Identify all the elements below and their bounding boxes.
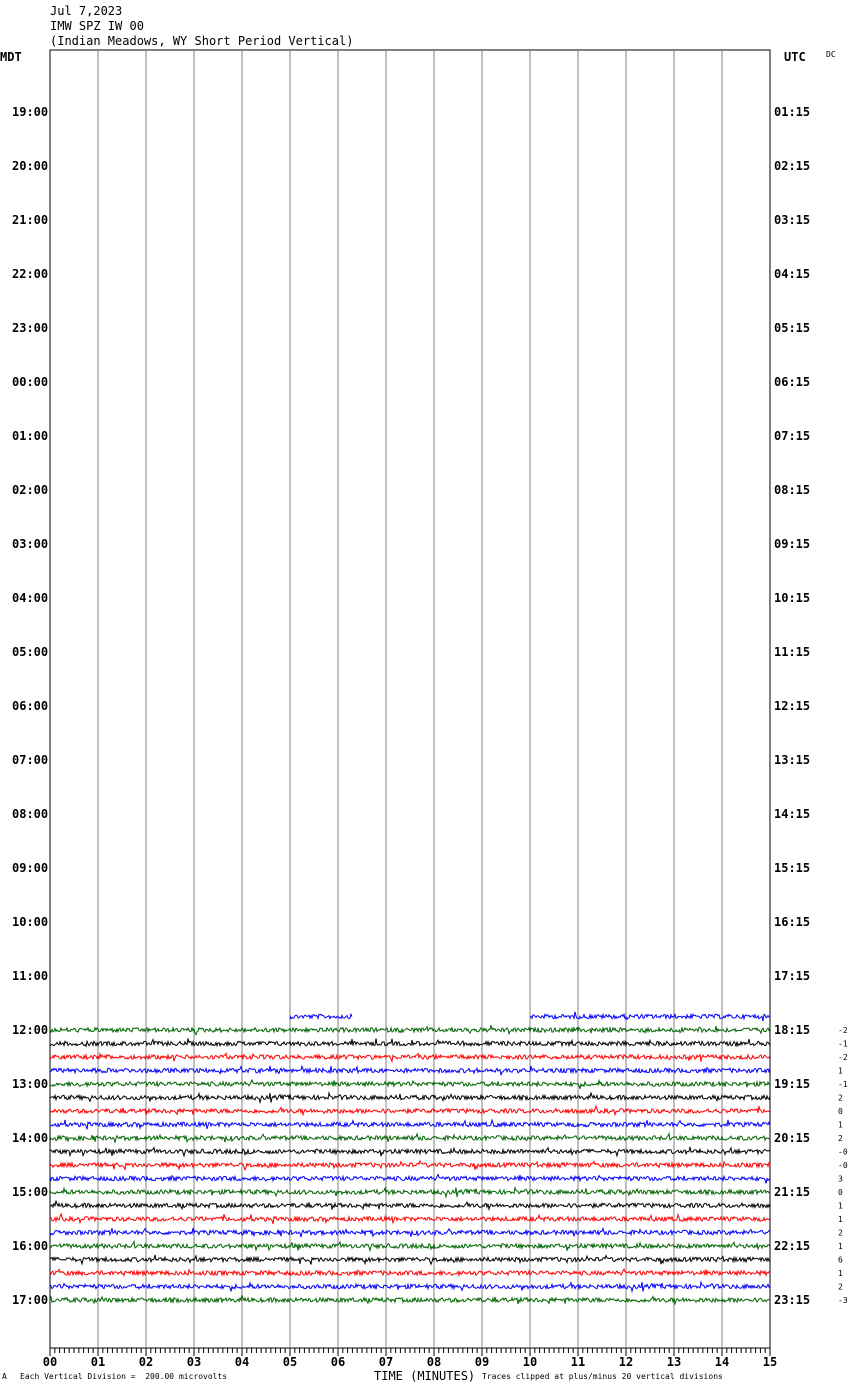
seismic-trace <box>50 1093 770 1103</box>
x-tick-label: 12 <box>618 1355 634 1369</box>
x-tick-label: 02 <box>138 1355 154 1369</box>
right-hour-label: 08:15 <box>774 483 811 497</box>
x-tick-label: 05 <box>282 1355 298 1369</box>
clip-note: Traces clipped at plus/minus 20 vertical divisions <box>482 1372 723 1381</box>
seismic-trace <box>50 1053 770 1061</box>
dc-offset-value: -3 <box>838 1296 848 1305</box>
seismic-trace <box>290 1014 352 1018</box>
left-hour-label: 16:00 <box>12 1239 49 1253</box>
seismic-trace <box>50 1025 770 1035</box>
dc-offset-value: 0 <box>838 1188 843 1197</box>
x-tick-label: 09 <box>474 1355 490 1369</box>
left-hour-label: 08:00 <box>12 807 49 821</box>
right-hour-label: 09:15 <box>774 537 811 551</box>
left-hour-label: 22:00 <box>12 267 49 281</box>
right-hour-label: 02:15 <box>774 159 811 173</box>
seismic-trace <box>50 1295 770 1304</box>
right-timezone-label: UTC <box>784 50 806 64</box>
location-label: (Indian Meadows, WY Short Period Vertical) <box>50 34 354 48</box>
right-hour-label: 21:15 <box>774 1185 811 1199</box>
footer-mark: A <box>2 1372 7 1381</box>
right-hour-label: 12:15 <box>774 699 811 713</box>
x-tick-label: 00 <box>42 1355 58 1369</box>
seismic-trace <box>50 1039 770 1047</box>
seismic-trace <box>50 1188 770 1197</box>
seismic-trace <box>50 1120 770 1130</box>
dc-offset-value: 3 <box>838 1174 843 1184</box>
right-hour-label: 18:15 <box>774 1023 811 1037</box>
left-hour-label: 06:00 <box>12 699 49 713</box>
right-hour-label: 20:15 <box>774 1131 811 1145</box>
left-hour-label: 17:00 <box>12 1293 49 1307</box>
division-note: Each Vertical Division = 200.00 microvolts <box>20 1372 228 1381</box>
left-hour-label: 03:00 <box>12 537 49 551</box>
dc-offset-header: DC <box>826 50 836 59</box>
left-timezone-label: MDT <box>0 50 22 64</box>
x-tick-label: 14 <box>714 1355 730 1369</box>
seismic-trace <box>50 1228 770 1237</box>
x-tick-label: 13 <box>666 1355 682 1369</box>
date-label: Jul 7,2023 <box>50 4 123 18</box>
dc-offset-value: 1 <box>838 1269 843 1278</box>
dc-offset-value: 2 <box>838 1093 843 1103</box>
dc-offset-value: -2 <box>838 1026 848 1035</box>
seismic-trace <box>50 1147 770 1156</box>
dc-offset-value: 1 <box>838 1120 843 1130</box>
right-hour-label: 17:15 <box>774 969 811 983</box>
x-tick-label: 04 <box>234 1355 250 1369</box>
x-tick-label: 03 <box>186 1355 202 1369</box>
left-hour-label: 05:00 <box>12 645 49 659</box>
seismic-trace <box>50 1106 770 1115</box>
x-tick-label: 06 <box>330 1355 346 1369</box>
dc-offset-value: -1 <box>838 1080 848 1089</box>
right-hour-label: 19:15 <box>774 1077 811 1091</box>
right-hour-label: 04:15 <box>774 267 811 281</box>
dc-offset-value: -0 <box>838 1161 848 1170</box>
dc-offset-value: 1 <box>838 1201 843 1211</box>
dc-offset-value: 2 <box>838 1228 843 1238</box>
right-hour-label: 03:15 <box>774 213 811 227</box>
left-hour-label: 15:00 <box>12 1185 49 1199</box>
left-hour-label: 09:00 <box>12 861 49 875</box>
right-hour-label: 14:15 <box>774 807 811 821</box>
seismic-trace <box>50 1269 770 1276</box>
seismic-trace <box>50 1201 770 1210</box>
right-hour-label: 11:15 <box>774 645 811 659</box>
dc-offset-value: -2 <box>838 1053 848 1062</box>
right-hour-label: 01:15 <box>774 105 811 119</box>
seismic-trace <box>50 1255 770 1265</box>
left-hour-label: 19:00 <box>12 105 49 119</box>
x-tick-label: 10 <box>522 1355 538 1369</box>
dc-offset-value: 6 <box>838 1255 843 1265</box>
right-hour-label: 16:15 <box>774 915 811 929</box>
left-hour-label: 13:00 <box>12 1077 49 1091</box>
seismic-trace <box>50 1080 770 1089</box>
left-hour-label: 23:00 <box>12 321 49 335</box>
left-hour-label: 00:00 <box>12 375 49 389</box>
left-hour-label: 04:00 <box>12 591 49 605</box>
right-hour-label: 23:15 <box>774 1293 811 1307</box>
left-hour-label: 21:00 <box>12 213 49 227</box>
dc-offset-value: 1 <box>838 1215 843 1224</box>
seismic-trace <box>50 1282 770 1291</box>
dc-offset-value: -0 <box>838 1147 848 1157</box>
right-hour-label: 15:15 <box>774 861 811 875</box>
seismic-trace <box>530 1012 770 1021</box>
dc-offset-value: 2 <box>838 1134 843 1143</box>
dc-offset-value: -1 <box>838 1039 848 1049</box>
x-axis-title: TIME (MINUTES) <box>374 1369 476 1383</box>
left-hour-label: 14:00 <box>12 1131 49 1145</box>
right-hour-label: 05:15 <box>774 321 811 335</box>
right-hour-label: 13:15 <box>774 753 811 767</box>
right-hour-label: 10:15 <box>774 591 811 605</box>
left-hour-label: 20:00 <box>12 159 49 173</box>
x-tick-label: 08 <box>426 1355 442 1369</box>
right-hour-label: 07:15 <box>774 429 811 443</box>
x-tick-label: 07 <box>378 1355 394 1369</box>
left-hour-label: 07:00 <box>12 753 49 767</box>
x-tick-label: 15 <box>762 1355 778 1369</box>
dc-offset-value: 0 <box>838 1107 843 1116</box>
dc-offset-value: 2 <box>838 1282 843 1292</box>
seismic-trace <box>50 1066 770 1075</box>
dc-offset-value: 1 <box>838 1066 843 1076</box>
left-hour-label: 01:00 <box>12 429 49 443</box>
left-hour-label: 02:00 <box>12 483 49 497</box>
seismic-trace <box>50 1134 770 1143</box>
left-hour-label: 11:00 <box>12 969 49 983</box>
x-tick-label: 11 <box>570 1355 586 1369</box>
left-hour-label: 12:00 <box>12 1023 49 1037</box>
seismic-trace <box>50 1214 770 1224</box>
left-hour-label: 10:00 <box>12 915 49 929</box>
seismic-trace <box>50 1242 770 1251</box>
seismic-trace <box>50 1161 770 1170</box>
x-tick-label: 01 <box>90 1355 106 1369</box>
right-hour-label: 06:15 <box>774 375 811 389</box>
seismic-trace <box>50 1175 770 1184</box>
dc-offset-value: 1 <box>838 1242 843 1251</box>
station-label: IMW SPZ IW 00 <box>50 19 144 33</box>
right-hour-label: 22:15 <box>774 1239 811 1253</box>
